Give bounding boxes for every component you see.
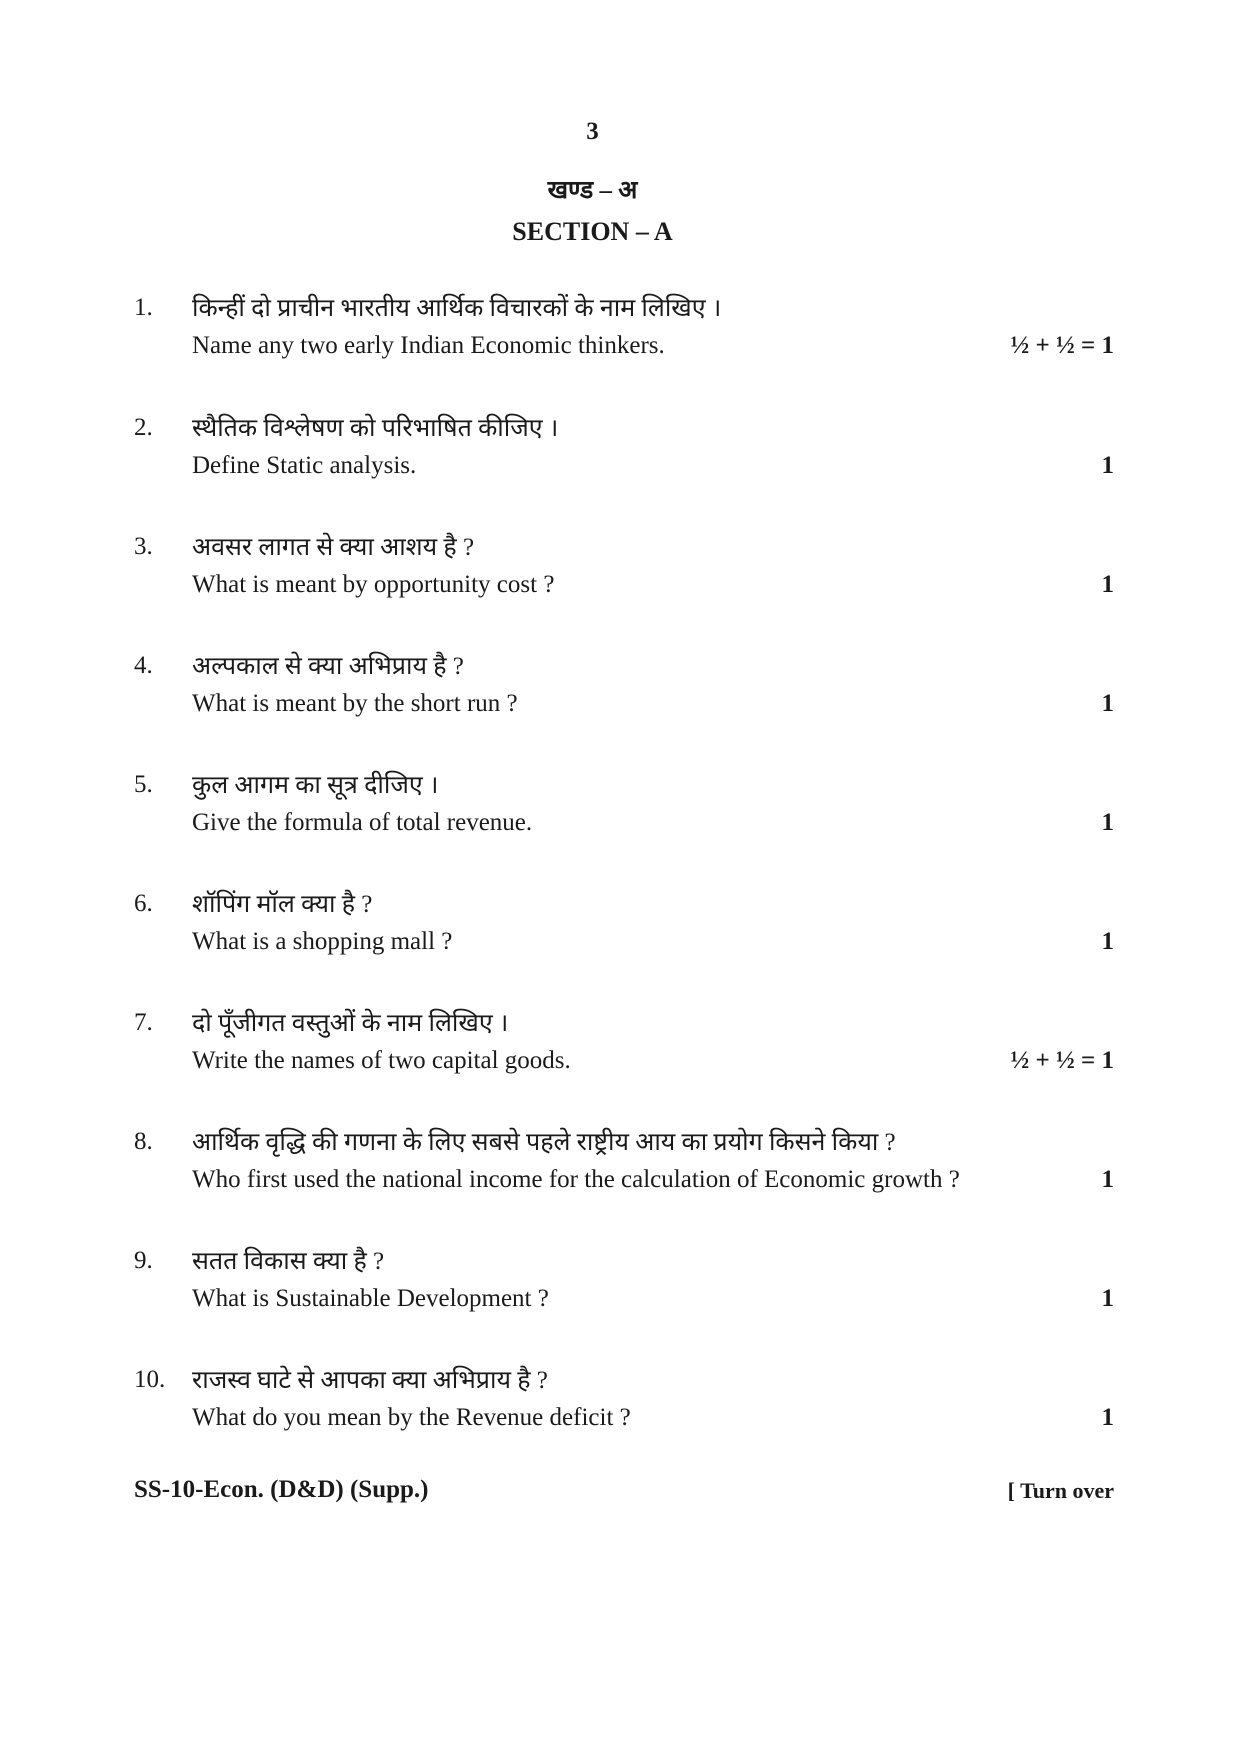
question-text-hindi: कुल आगम का सूत्र दीजिए । — [192, 772, 439, 799]
question-number: 8. — [134, 1128, 153, 1155]
question-text-hindi: अवसर लागत से क्या आशय है ? — [192, 534, 475, 561]
question-10 — [134, 1362, 1114, 1452]
question-marks: ½ + ½ = 1 — [1010, 332, 1114, 359]
question-text-hindi: दो पूँजीगत वस्तुओं के नाम लिखिए । — [192, 1010, 509, 1037]
question-number: 10. — [134, 1366, 166, 1393]
question-marks: 1 — [1101, 928, 1114, 955]
question-text-english: What is Sustainable Development ? — [192, 1285, 549, 1312]
question-marks: 1 — [1101, 452, 1114, 479]
question-number: 4. — [134, 652, 153, 679]
question-text-hindi: आर्थिक वृद्धि की गणना के लिए सबसे पहले राष्ट्रीय आय का प्रयोग किसने किया ? — [192, 1129, 896, 1156]
question-text-hindi: सतत विकास क्या है ? — [192, 1248, 385, 1275]
question-6 — [134, 886, 1114, 976]
question-1 — [134, 290, 1114, 380]
question-number: 2. — [134, 414, 153, 441]
question-4 — [134, 648, 1114, 738]
question-text-english: What is a shopping mall ? — [192, 928, 453, 955]
question-9 — [134, 1243, 1114, 1333]
question-text-english: What is meant by the short run ? — [192, 690, 518, 717]
question-2 — [134, 410, 1114, 500]
question-text-english: Name any two early Indian Economic thinkers. — [192, 332, 665, 359]
question-number: 5. — [134, 771, 153, 798]
paper-code: SS-10-Econ. (D&D) (Supp.) — [134, 1476, 429, 1503]
question-marks: ½ + ½ = 1 — [1010, 1047, 1114, 1074]
question-text-english: Write the names of two capital goods. — [192, 1047, 571, 1074]
question-number: 9. — [134, 1247, 153, 1274]
question-8 — [134, 1124, 1114, 1214]
question-marks: 1 — [1101, 1285, 1114, 1312]
turn-over-note: [ Turn over — [1007, 1478, 1114, 1503]
section-heading-hindi: खण्ड – अ — [547, 177, 638, 204]
section-heading-english: SECTION – A — [512, 217, 673, 246]
question-text-hindi: स्थैतिक विश्लेषण को परिभाषित कीजिए । — [192, 415, 559, 442]
question-5 — [134, 767, 1114, 857]
question-number: 6. — [134, 890, 153, 917]
question-marks: 1 — [1101, 1166, 1114, 1193]
question-number: 7. — [134, 1009, 153, 1036]
question-marks: 1 — [1101, 809, 1114, 836]
page-number: 3 — [586, 118, 599, 145]
question-marks: 1 — [1101, 571, 1114, 598]
question-text-hindi: शॉपिंग मॉल क्या है ? — [192, 891, 373, 918]
question-text-hindi: किन्हीं दो प्राचीन भारतीय आर्थिक विचारकों के नाम लिखिए । — [192, 295, 722, 322]
question-marks: 1 — [1101, 690, 1114, 717]
question-number: 1. — [134, 294, 153, 321]
question-text-hindi: राजस्व घाटे से आपका क्या अभिप्राय है ? — [192, 1367, 548, 1394]
question-3 — [134, 529, 1114, 619]
question-marks: 1 — [1101, 1404, 1114, 1431]
question-text-hindi: अल्पकाल से क्या अभिप्राय है ? — [192, 653, 464, 680]
question-text-english: Give the formula of total revenue. — [192, 809, 533, 836]
question-number: 3. — [134, 533, 153, 560]
question-text-english: Who first used the national income for the calculation of Economic growth ? — [192, 1166, 960, 1193]
question-text-english: What is meant by opportunity cost ? — [192, 571, 555, 598]
question-text-english: What do you mean by the Revenue deficit ? — [192, 1404, 631, 1431]
question-7 — [134, 1005, 1114, 1095]
question-text-english: Define Static analysis. — [192, 452, 417, 479]
